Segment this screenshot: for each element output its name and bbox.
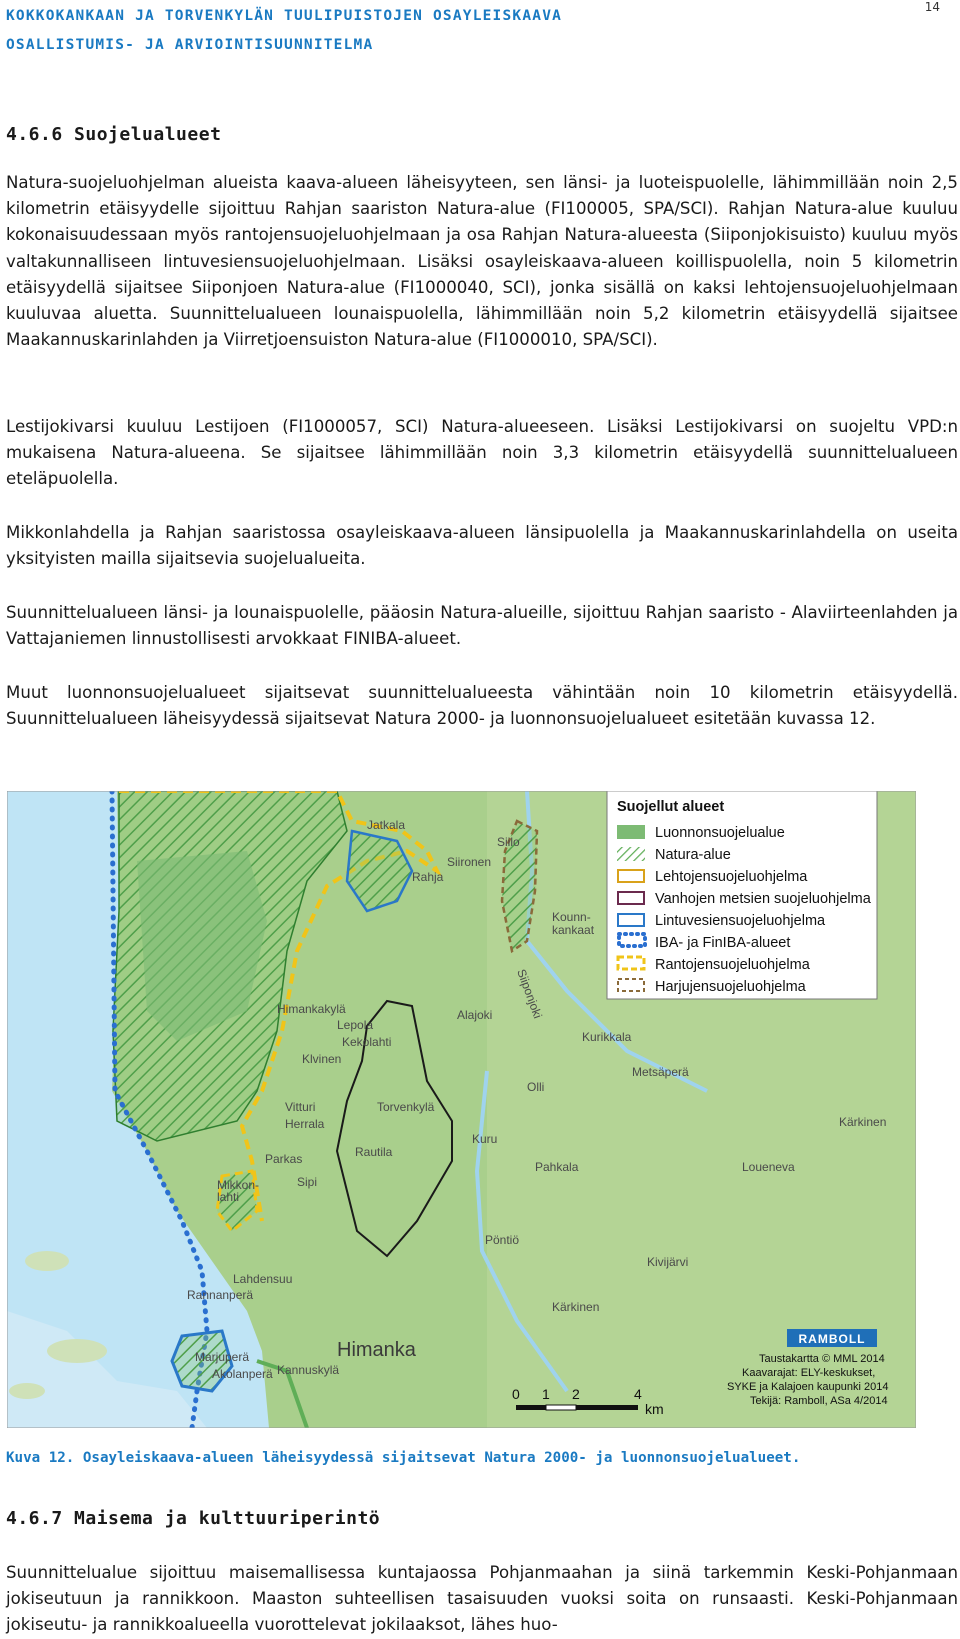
svg-text:Rahja: Rahja [412,870,444,884]
paragraph-maisema: Suunnittelualue sijoittuu maisemallisessa kuntajaossa Pohjanmaahan ja siinä tarkemmin Keski-Pohjanmaan jokiseutuun ja rannikkoon. Maaston suhteellisen tasaisuuden vuoksi soita on runsaasti. Keski-Pohjanmaan jokiseutu- ja rannikkoalueella vuorottelevat jokilaaksot, lähes huo- [6,1563,958,1635]
svg-text:Akolanperä: Akolanperä [212,1367,273,1381]
svg-text:Himankakylä: Himankakylä [277,1002,346,1016]
svg-text:Marjuperä: Marjuperä [195,1350,250,1364]
document-header-subtitle: OSALLISTUMIS- JA ARVIOINTISUUNNITELMA [6,37,374,53]
svg-text:1: 1 [542,1386,550,1402]
svg-text:Lahdensuu: Lahdensuu [233,1272,293,1286]
svg-text:Pöntiö: Pöntiö [485,1233,520,1247]
paragraph-lestijoki: Lestijokivarsi kuuluu Lestijoen (FI1000057, SCI) Natura-alueeseen. Lisäksi Lestijokivarsi on suojeltu VPD:n mukaisena Natura-alueena. Se sijaitsee lähimmillään noin 3,3 kilometrin etäisyydellä suunnittelualueen eteläpuolella. [6,417,958,489]
svg-text:Herrala: Herrala [285,1117,325,1131]
paragraph-muut: Muut luonnonsuojelualueet sijaitsevat suunnittelualueesta vähintään noin 10 kilometrin etäisyydellä. Suunnittelualueen läheisyydessä sijaitsevat Natura 2000- ja luonnonsuojelualueet esitetään kuvassa 12. [6,683,958,729]
svg-text:Alajoki: Alajoki [457,1008,493,1022]
figure-caption: Kuva 12. Osayleiskaava-alueen läheisyydessä sijaitsevat Natura 2000- ja luonnonsuojelualueet. [6,1450,801,1466]
paragraph-natura: Natura-suojeluohjelman alueista kaava-alueen läheisyyteen, sen länsi- ja luoteispuolelle, lähimmillään noin 2,5 kilometrin etäisyydelle sijoittuu Rahjan saariston Natura-alue (FI100005, SPA/SCI). Rahjan Natura-alue kuuluu kokonaisuudessaan myös rantojensuojeluohjelmaan ja osa Rahjan Natura-alueesta (Siiponjokisuisto) kuuluu myös valtakunnalliseen lintuvesiensuojeluohjelmaan. Lisäksi osayleiskaava-alueen koillispuolella, noin 5 kilometrin etäisyydellä sijaitsee Siiponjoen Natura-alue (FI1000040, SCI), jonka sisällä on kaksi lehtojensuojeluohjelmaan kuuluvaa aluetta. Suunnittelualueen lounaispuolella, lähimmillään noin 5,2 kilometrin etäisyydellä sijaitsee Maakannuskarinlahden ja Viirretjoensuiston Natura-alue (FI1000010, SPA/SCI). [6,173,958,350]
svg-text:0: 0 [512,1386,520,1402]
map-credit-2: Kaavarajat: ELY-keskukset, [742,1367,876,1379]
svg-text:Metsäperä: Metsäperä [632,1065,689,1079]
svg-text:Kurikkala: Kurikkala [582,1030,632,1044]
svg-text:Rannanperä: Rannanperä [187,1288,254,1302]
svg-text:Rautila: Rautila [355,1145,393,1159]
svg-text:Kannuskylä: Kannuskylä [277,1363,340,1377]
svg-text:lahti: lahti [217,1190,240,1204]
svg-text:Torvenkylä: Torvenkylä [377,1100,435,1114]
svg-text:kankaat: kankaat [552,923,595,937]
legend-title: Suojellut alueet [617,799,725,815]
svg-text:Lepola: Lepola [337,1018,374,1032]
svg-text:Loueneva: Loueneva [742,1160,795,1174]
legend-item-lintuvesi: Lintuvesiensuojeluohjelma [655,913,826,929]
svg-text:Kuru: Kuru [472,1132,498,1146]
svg-text:km: km [645,1401,664,1417]
legend-item-iba: IBA- ja FinIBA-alueet [655,935,791,951]
svg-text:Siironen: Siironen [447,855,492,869]
svg-text:Sipi: Sipi [297,1175,318,1189]
svg-text:Kounn-: Kounn- [552,910,591,924]
svg-text:4: 4 [634,1386,642,1402]
legend-item-harjujensuojelu: Harjujensuojeluohjelma [655,979,806,995]
svg-text:Kärkinen: Kärkinen [839,1115,887,1129]
legend-item-lehtojensuojelu: Lehtojensuojeluohjelma [655,869,808,885]
svg-text:Parkas: Parkas [265,1152,303,1166]
svg-text:Mikkon-: Mikkon- [217,1178,260,1192]
svg-text:Siiponjoki: Siiponjoki [514,967,545,1021]
protected-areas-map [7,791,916,1428]
section-heading-suojelualueet: 4.6.6 Suojelualueet [6,124,222,145]
svg-text:Kärkinen: Kärkinen [552,1300,600,1314]
svg-text:2: 2 [572,1386,580,1402]
svg-text:Himanka: Himanka [337,1339,416,1361]
section-heading-maisema: 4.6.7 Maisema ja kulttuuriperintö [6,1508,381,1529]
paragraph-mikkonlahti: Mikkonlahdella ja Rahjan saaristossa osayleiskaava-alueen länsipuolella ja Maakannuskarinlahdella on useita yksityisten mailla sijaitsevia suojelualueita. [6,523,958,569]
document-header-title: KOKKOKANKAAN JA TORVENKYLÄN TUULIPUISTOJEN OSAYLEISKAAVA [6,8,563,24]
map-credit-3: SYKE ja Kalajoen kaupunki 2014 [727,1381,889,1393]
map-credit-1: Taustakartta © MML 2014 [759,1353,885,1365]
svg-text:Pahkala: Pahkala [535,1160,579,1174]
paragraph-finiba: Suunnittelualueen länsi- ja lounaispuolelle, pääosin Natura-alueille, sijoittuu Rahjan saaristo - Alaviirteenlahden ja Vattajaniemen linnustollisesti arvokkaat FINIBA-alueet. [6,603,958,649]
legend-item-vanhat-metsat: Vanhojen metsien suojeluohjelma [655,891,871,907]
legend-item-luonnonsuojelualue: Luonnonsuojelualue [655,825,785,841]
svg-text:Klvinen: Klvinen [302,1052,342,1066]
svg-text:Kekolahti: Kekolahti [342,1035,392,1049]
page-number: 14 [924,0,940,14]
map-legend [607,791,877,999]
svg-text:Olli: Olli [527,1080,545,1094]
legend-item-natura: Natura-alue [655,847,731,863]
svg-text:Siilo: Siilo [497,835,520,849]
svg-text:Kivijärvi: Kivijärvi [647,1255,689,1269]
svg-text:Vitturi: Vitturi [285,1100,316,1114]
svg-text:RAMBOLL: RAMBOLL [798,1332,866,1346]
svg-text:Jatkala: Jatkala [367,818,406,832]
map-credit-4: Tekijä: Ramboll, ASa 4/2014 [750,1395,888,1407]
legend-item-rantojensuojelu: Rantojensuojeluohjelma [655,957,810,973]
